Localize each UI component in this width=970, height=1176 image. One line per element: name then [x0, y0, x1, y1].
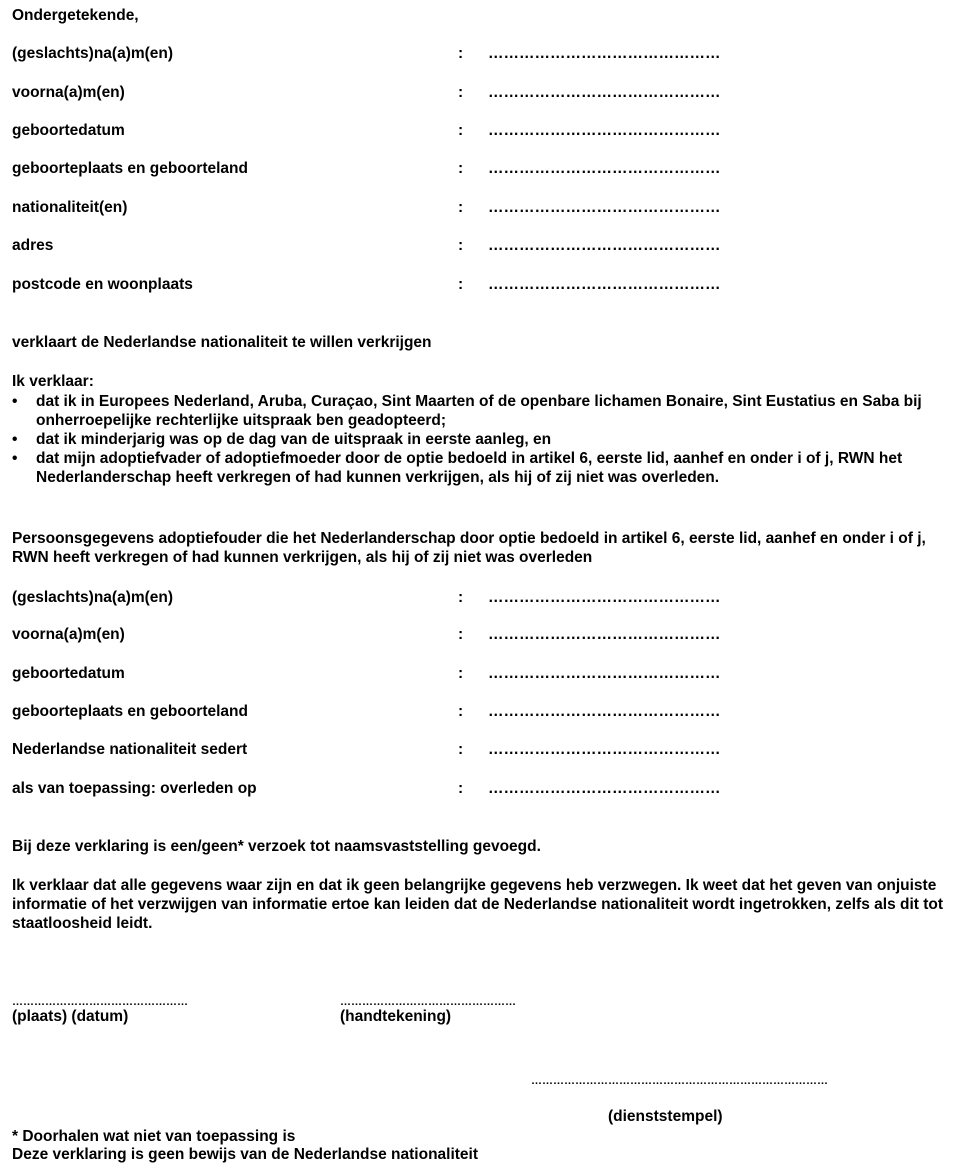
field-label: als van toepassing: overleden op — [12, 780, 257, 797]
footnote: * Doorhalen wat niet van toepassing is — [12, 1128, 296, 1145]
ik-verklaar-heading: Ik verklaar: — [12, 373, 94, 390]
field-dotted-line: ……………………………………… — [488, 780, 721, 797]
applicant-field-nationality — [12, 199, 772, 217]
field-label: nationaliteit(en) — [12, 199, 128, 216]
field-colon: : — [458, 160, 464, 177]
parent-field-surname — [12, 589, 772, 607]
field-colon: : — [458, 199, 464, 216]
field-dotted-line: ……………………………………… — [488, 741, 721, 758]
field-colon: : — [458, 237, 464, 254]
stamp-dotted-line — [531, 1075, 828, 1087]
parent-field-deceased-on — [12, 780, 772, 798]
stamp-label: (dienststempel) — [608, 1108, 723, 1125]
parent-heading: Persoonsgegevens adoptiefouder die het Nederlanderschap door optie bedoeld in artikel 6, eerste lid, aanhef en onder i of j, RWN heeft verkregen of had kunnen verkrijgen, als hij of zij niet was overleden — [12, 530, 926, 566]
disclaimer: Deze verklaring is geen bewijs van de Nederlandse nationaliteit — [12, 1146, 479, 1163]
field-label: geboortedatum — [12, 122, 125, 139]
field-label: geboorteplaats en geboorteland — [12, 160, 248, 177]
field-dotted-line: ……………………………………… — [488, 276, 721, 293]
field-colon: : — [458, 589, 464, 606]
field-label: (geslachts)na(a)m(en) — [12, 589, 174, 606]
name-request-text: Bij deze verklaring is een/geen* verzoek tot naamsvaststelling gevoegd. — [12, 838, 541, 855]
field-label: voorna(a)m(en) — [12, 626, 125, 643]
signature-label: (handtekening) — [340, 1008, 452, 1025]
field-label: geboortedatum — [12, 665, 125, 682]
declaration-item — [12, 392, 962, 430]
applicant-field-birthplace — [12, 160, 772, 178]
field-colon: : — [458, 665, 464, 682]
signature-dotted-line: ………………………………………… — [340, 996, 516, 1008]
applicant-field-postcode — [12, 276, 772, 294]
declaration-text: dat ik minderjarig was op de dag van de uitspraak in eerste aanleg, en — [36, 431, 552, 448]
field-label: postcode en woonplaats — [12, 276, 193, 293]
bullet-icon: • — [12, 393, 18, 410]
field-colon: : — [458, 626, 464, 643]
bullet-icon: • — [12, 450, 18, 467]
applicant-field-birthdate — [12, 122, 772, 140]
field-colon: : — [458, 741, 464, 758]
handtekening-signature — [340, 996, 516, 1026]
field-label: Nederlandse nationaliteit sedert — [12, 741, 248, 758]
applicant-field-firstnames — [12, 84, 772, 102]
field-label: voorna(a)m(en) — [12, 84, 125, 101]
field-label: geboorteplaats en geboorteland — [12, 703, 248, 720]
field-dotted-line: ……………………………………… — [488, 626, 721, 643]
declaration-text: dat mijn adoptiefvader of adoptiefmoeder door de optie bedoeld in artikel 6, eerste lid, aanhef en onder i of j, RWN het Nederlanderschap heeft verkregen of had kunnen verkrijgen, als hij of zij niet was overleden. — [36, 450, 903, 486]
field-dotted-line: ……………………………………… — [488, 84, 721, 101]
bullet-icon: • — [12, 431, 18, 448]
applicant-field-address — [12, 237, 772, 255]
declarations-list — [12, 392, 962, 487]
field-dotted-line: ……………………………………… — [488, 199, 721, 216]
declaration-item — [12, 430, 962, 449]
field-colon: : — [458, 122, 464, 139]
field-dotted-line: ……………………………………… — [488, 703, 721, 720]
field-colon: : — [458, 45, 464, 62]
parent-field-birthplace — [12, 703, 772, 721]
parent-field-firstnames — [12, 626, 772, 644]
declaration-text: dat ik in Europees Nederland, Aruba, Curaçao, Sint Maarten of de openbare lichamen Bonaire, Sint Eustatius en Saba bij onherroepelijke rechterlijke uitspraak ben geadopteerd; — [36, 393, 922, 429]
field-label: adres — [12, 237, 54, 254]
field-colon: : — [458, 84, 464, 101]
intro-text: Ondergetekende, — [12, 7, 139, 24]
field-colon: : — [458, 276, 464, 293]
field-dotted-line: ……………………………………… — [488, 237, 721, 254]
field-dotted-line: ……………………………………… — [488, 665, 721, 682]
field-dotted-line: ……………………………………… — [488, 45, 721, 62]
applicant-field-surname — [12, 45, 772, 63]
stamp-dots: ……………………………………………………………………… — [531, 1075, 828, 1087]
parent-field-birthdate — [12, 665, 772, 683]
place-date-dotted-line: ………………………………………… — [12, 996, 188, 1008]
field-label: (geslachts)na(a)m(en) — [12, 45, 174, 62]
field-dotted-line: ……………………………………… — [488, 160, 721, 177]
field-dotted-line: ……………………………………… — [488, 589, 721, 606]
place-date-signature — [12, 996, 188, 1026]
field-colon: : — [458, 703, 464, 720]
declare-intent-text: verklaart de Nederlandse nationaliteit te willen verkrijgen — [12, 334, 432, 351]
truth-statement: Ik verklaar dat alle gegevens waar zijn en dat ik geen belangrijke gegevens heb verzwegen. Ik weet dat het geven van onjuiste informatie of het verzwijgen van informatie ertoe kan leiden dat de Nederlandse nationaliteit wordt ingetrokken, zelfs als dit tot staatloosheid leidt. — [12, 877, 944, 932]
field-dotted-line: ……………………………………… — [488, 122, 721, 139]
place-date-label: (plaats) (datum) — [12, 1008, 129, 1025]
declaration-item — [12, 449, 962, 487]
field-colon: : — [458, 780, 464, 797]
parent-field-nationality-since — [12, 741, 772, 759]
